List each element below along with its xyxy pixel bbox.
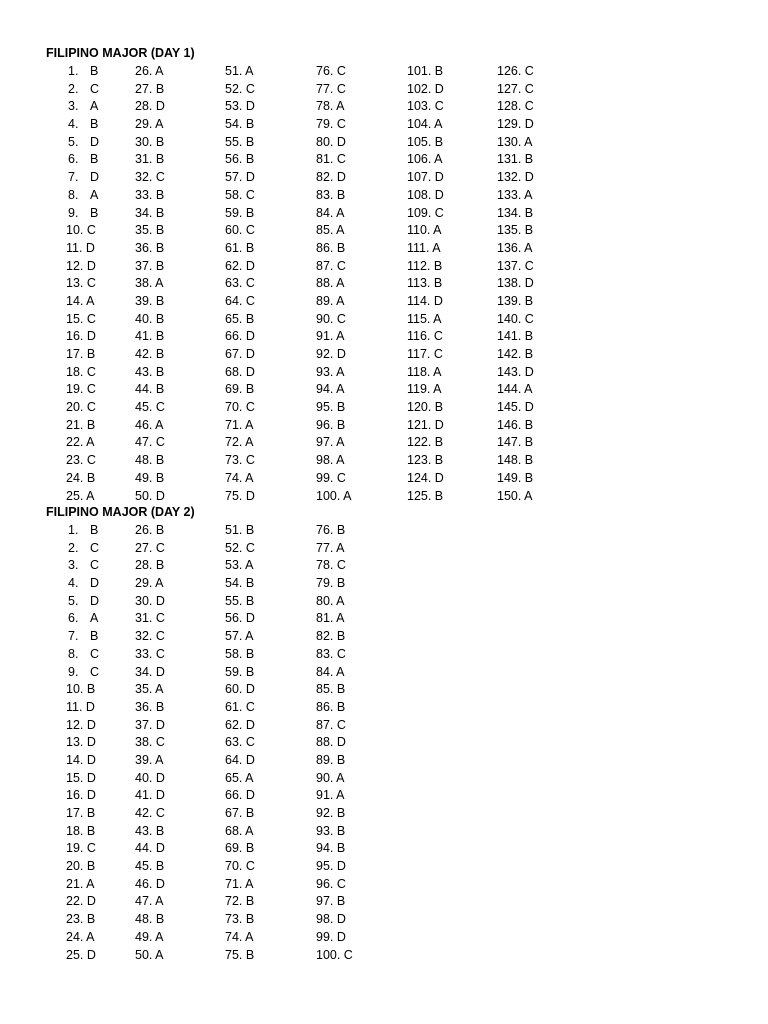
answer-item: 21. A	[66, 876, 95, 891]
answer-item: 22. D	[66, 894, 96, 909]
answer-item: 6. B	[68, 152, 99, 167]
answer-item: 28. B	[135, 558, 165, 573]
answer-item: 13. D	[66, 735, 96, 750]
answer-item: 80. D	[316, 134, 346, 149]
answer-item: 64. D	[225, 752, 255, 767]
answer-item: 40. D	[135, 770, 165, 785]
answer-item: 32. C	[135, 170, 165, 185]
answer-item: 115. A	[407, 311, 442, 326]
answer-item: 93. A	[316, 364, 345, 379]
answer-item: 52. C	[225, 81, 255, 96]
answer-item: 26. B	[135, 523, 165, 537]
answer-item: 96. B	[316, 417, 346, 432]
answer-item: 142. B	[497, 347, 534, 361]
answer-item: 122. B	[407, 435, 444, 450]
answer-item: 20. C	[66, 400, 96, 415]
answer-item: 49. A	[135, 929, 164, 944]
answer-item: 85. B	[316, 682, 346, 697]
answer-item: 131. B	[497, 152, 534, 167]
answer-item: 29. A	[135, 117, 164, 132]
answer-item: 94. B	[316, 841, 346, 856]
answer-item: 13. C	[66, 276, 96, 291]
answer-item: 35. A	[135, 682, 164, 697]
answer-item: 66. D	[225, 788, 255, 803]
answer-item: 95. D	[316, 859, 346, 874]
answer-item: 141. B	[497, 329, 534, 344]
answer-item: 31. C	[135, 611, 165, 626]
answer-item: 65. A	[225, 770, 254, 785]
answer-item: 17. B	[66, 347, 96, 361]
answer-item: 63. C	[225, 735, 255, 750]
answer-item: 104. A	[407, 117, 443, 132]
answer-item: 106. A	[407, 152, 443, 167]
answer-item: 119. A	[407, 382, 442, 397]
answer-item: 72. A	[225, 435, 254, 450]
answer-item: 42. B	[135, 347, 165, 361]
answer-item: 42. C	[135, 806, 165, 820]
answer-item: 79. B	[316, 576, 346, 591]
answer-item: 135. B	[497, 223, 534, 238]
answer-item: 61. B	[225, 240, 255, 255]
answer-item: 69. B	[225, 841, 255, 856]
answer-item: 34. D	[135, 664, 165, 679]
answer-item: 99. D	[316, 929, 346, 944]
answer-item: 60. D	[225, 682, 255, 697]
answer-item: 136. A	[497, 240, 533, 255]
answer-item: 45. B	[135, 859, 165, 874]
answer-item: 37. B	[135, 258, 165, 273]
answer-item: 87. C	[316, 717, 346, 732]
answer-item: 16. D	[66, 329, 96, 344]
answer-item: 27. C	[135, 540, 165, 555]
answer-item: 71. A	[225, 876, 254, 891]
answer-item: 65. B	[225, 311, 255, 326]
answer-item: 50. D	[135, 488, 165, 503]
answer-item: 130. A	[497, 134, 533, 149]
answer-column	[135, 63, 165, 505]
answer-item: 53. A	[225, 558, 254, 573]
answer-item: 1. B	[68, 523, 99, 537]
answer-item: 81. A	[316, 611, 345, 626]
answer-item: 58. B	[225, 646, 255, 661]
answer-item: 26. A	[135, 64, 164, 78]
answer-column	[225, 522, 255, 964]
answer-item: 116. C	[407, 329, 443, 344]
answer-item: 18. C	[66, 364, 96, 379]
answer-item: 1. B	[68, 64, 99, 78]
answer-item: 12. D	[66, 258, 96, 273]
answer-item: 19. C	[66, 841, 96, 856]
answer-item: 22. A	[66, 435, 95, 450]
answer-item: 88. D	[316, 735, 346, 750]
answer-item: 91. A	[316, 329, 345, 344]
answer-column	[66, 522, 100, 964]
answer-item: 64. C	[225, 293, 255, 308]
answer-item: 49. B	[135, 470, 165, 485]
answer-item: 93. B	[316, 823, 346, 838]
answer-item: 24. B	[66, 470, 96, 485]
answer-item: 6. A	[68, 611, 99, 626]
answer-item: 28. D	[135, 99, 165, 114]
answer-item: 47. A	[135, 894, 164, 909]
answer-item: 59. B	[225, 205, 255, 220]
answer-item: 95. B	[316, 400, 346, 415]
answer-item: 19. C	[66, 382, 96, 397]
answer-item: 10. B	[66, 682, 96, 697]
answer-item: 146. B	[497, 417, 534, 432]
answer-item: 94. A	[316, 382, 345, 397]
answer-item: 43. B	[135, 823, 165, 838]
answer-item: 74. A	[225, 929, 254, 944]
answer-item: 90. A	[316, 770, 345, 785]
answer-item: 101. B	[407, 64, 444, 78]
answer-item: 3. C	[68, 558, 100, 573]
answer-item: 84. A	[316, 664, 345, 679]
answer-item: 27. B	[135, 81, 165, 96]
answer-item: 145. D	[497, 400, 534, 415]
answer-item: 47. C	[135, 435, 165, 450]
answer-item: 29. A	[135, 576, 164, 591]
answer-item: 98. A	[316, 453, 345, 468]
answer-item: 55. B	[225, 134, 255, 149]
answer-item: 23. C	[66, 453, 96, 468]
answer-item: 133. A	[497, 187, 533, 202]
answer-item: 125. B	[407, 488, 444, 503]
answer-item: 34. B	[135, 205, 165, 220]
answer-item: 39. B	[135, 293, 165, 308]
answer-item: 148. B	[497, 453, 534, 468]
answer-item: 51. B	[225, 523, 255, 537]
answer-item: 70. C	[225, 859, 255, 874]
answer-item: 25. A	[66, 488, 95, 503]
answer-item: 78. A	[316, 99, 345, 114]
answer-item: 3. A	[68, 99, 99, 114]
answer-item: 68. D	[225, 364, 255, 379]
answer-item: 30. B	[135, 134, 165, 149]
answer-item: 126. C	[497, 64, 534, 78]
answer-item: 20. B	[66, 859, 96, 874]
answer-item: 99. C	[316, 470, 346, 485]
answer-item: 90. C	[316, 311, 346, 326]
answer-item: 10. C	[66, 223, 96, 238]
answer-item: 16. D	[66, 788, 96, 803]
answer-item: 48. B	[135, 912, 165, 927]
answer-item: 120. B	[407, 400, 444, 415]
answer-item: 57. D	[225, 170, 255, 185]
answer-item: 53. D	[225, 99, 255, 114]
answer-item: 44. D	[135, 841, 165, 856]
answer-item: 63. C	[225, 276, 255, 291]
answer-item: 103. C	[407, 99, 444, 114]
answer-item: 40. B	[135, 311, 165, 326]
answer-item: 46. A	[135, 417, 164, 432]
answer-item: 73. B	[225, 912, 255, 927]
answer-item: 112. B	[407, 258, 443, 273]
answer-item: 121. D	[407, 417, 444, 432]
answer-item: 110. A	[407, 223, 442, 238]
answer-item: 105. B	[407, 134, 444, 149]
answer-item: 41. D	[135, 788, 165, 803]
answer-item: 2. C	[68, 540, 100, 555]
answer-item: 113. B	[407, 276, 443, 291]
answer-item: 81. C	[316, 152, 346, 167]
answer-item: 72. B	[225, 894, 255, 909]
answer-item: 132. D	[497, 170, 534, 185]
answer-item: 33. B	[135, 187, 165, 202]
answer-item: 67. B	[225, 806, 255, 820]
answer-item: 61. C	[225, 699, 255, 714]
answer-item: 134. B	[497, 205, 534, 220]
answer-item: 75. D	[225, 488, 255, 503]
answer-column	[225, 63, 255, 505]
answer-item: 76. C	[316, 64, 346, 78]
answer-column	[135, 522, 165, 964]
answer-item: 59. B	[225, 664, 255, 679]
answer-item: 7. D	[68, 170, 100, 185]
answer-item: 24. A	[66, 929, 95, 944]
answer-item: 33. C	[135, 646, 165, 661]
answer-item: 87. C	[316, 258, 346, 273]
answer-item: 66. D	[225, 329, 255, 344]
answer-item: 123. B	[407, 453, 444, 468]
answer-item: 137. C	[497, 258, 534, 273]
answer-item: 69. B	[225, 382, 255, 397]
answer-item: 30. D	[135, 593, 165, 608]
answer-item: 15. C	[66, 311, 96, 326]
answer-column	[316, 522, 353, 964]
answer-item: 111. A	[407, 240, 441, 255]
answer-item: 79. C	[316, 117, 346, 132]
answer-item: 36. B	[135, 699, 165, 714]
answer-item: 89. A	[316, 293, 345, 308]
answer-item: 44. B	[135, 382, 165, 397]
answer-item: 37. D	[135, 717, 165, 732]
answer-item: 4. B	[68, 117, 99, 132]
answer-item: 73. C	[225, 453, 255, 468]
answer-item: 70. C	[225, 400, 255, 415]
answer-item: 25. D	[66, 947, 96, 962]
answer-item: 15. D	[66, 770, 96, 785]
answer-item: 71. A	[225, 417, 254, 432]
answer-item: 39. A	[135, 752, 164, 767]
answer-item: 139. B	[497, 293, 534, 308]
answer-item: 38. A	[135, 276, 164, 291]
answer-item: 100. C	[316, 947, 353, 962]
answer-item: 108. D	[407, 187, 444, 202]
answer-item: 114. D	[407, 293, 443, 308]
answer-item: 80. A	[316, 593, 345, 608]
answer-item: 14. D	[66, 752, 96, 767]
answer-item: 58. C	[225, 187, 255, 202]
answer-item: 32. C	[135, 629, 165, 644]
answer-item: 92. D	[316, 347, 346, 361]
answer-item: 35. B	[135, 223, 165, 238]
answer-item: 76. B	[316, 523, 346, 537]
answer-item: 88. A	[316, 276, 345, 291]
answer-item: 62. D	[225, 258, 255, 273]
answer-item: 84. A	[316, 205, 345, 220]
answer-item: 91. A	[316, 788, 345, 803]
answer-item: 100. A	[316, 488, 352, 503]
answer-item: 8. A	[68, 187, 99, 202]
answer-item: 36. B	[135, 240, 165, 255]
answer-item: 124. D	[407, 470, 444, 485]
answer-item: 38. C	[135, 735, 165, 750]
answer-item: 129. D	[497, 117, 534, 132]
section-title: FILIPINO MAJOR (DAY 1)	[46, 46, 195, 60]
answer-item: 75. B	[225, 947, 255, 962]
answer-item: 51. A	[225, 64, 254, 78]
answer-item: 78. C	[316, 558, 346, 573]
answer-item: 144. A	[497, 382, 533, 397]
answer-item: 8. C	[68, 646, 100, 661]
answer-item: 55. B	[225, 593, 255, 608]
answer-item: 46. D	[135, 876, 165, 891]
answer-item: 12. D	[66, 717, 96, 732]
answer-item: 41. B	[135, 329, 165, 344]
answer-item: 11. D	[66, 240, 95, 255]
answer-item: 9. B	[68, 205, 99, 220]
answer-item: 57. A	[225, 629, 254, 644]
answer-item: 14. A	[66, 293, 95, 308]
answer-item: 138. D	[497, 276, 534, 291]
answer-item: 118. A	[407, 364, 442, 379]
answer-item: 11. D	[66, 699, 95, 714]
answer-item: 147. B	[497, 435, 534, 450]
section-title: FILIPINO MAJOR (DAY 2)	[46, 505, 195, 519]
answer-item: 86. B	[316, 699, 346, 714]
answer-item: 62. D	[225, 717, 255, 732]
answer-item: 68. A	[225, 823, 254, 838]
answer-item: 107. D	[407, 170, 444, 185]
answer-item: 150. A	[497, 488, 533, 503]
answer-item: 23. B	[66, 912, 96, 927]
answer-item: 109. C	[407, 205, 444, 220]
answer-item: 54. B	[225, 117, 255, 132]
answer-item: 143. D	[497, 364, 534, 379]
answer-item: 83. C	[316, 646, 346, 661]
answer-item: 98. D	[316, 912, 346, 927]
answer-column	[316, 63, 351, 505]
answer-item: 96. C	[316, 876, 346, 891]
answer-item: 83. B	[316, 187, 346, 202]
answer-item: 82. D	[316, 170, 346, 185]
answer-item: 17. B	[66, 806, 96, 820]
answer-item: 77. A	[316, 540, 345, 555]
answer-item: 77. C	[316, 81, 346, 96]
answer-item: 149. B	[497, 470, 534, 485]
answer-item: 128. C	[497, 99, 534, 114]
answer-item: 85. A	[316, 223, 345, 238]
answer-item: 5. D	[68, 134, 100, 149]
answer-item: 117. C	[407, 347, 443, 361]
answer-column	[66, 63, 100, 505]
answer-item: 31. B	[135, 152, 165, 167]
answer-item: 97. A	[316, 435, 345, 450]
answer-item: 140. C	[497, 311, 534, 326]
answer-item: 102. D	[407, 81, 444, 96]
answer-item: 50. A	[135, 947, 164, 962]
answer-item: 5. D	[68, 593, 100, 608]
answer-item: 2. C	[68, 81, 100, 96]
answer-item: 18. B	[66, 823, 96, 838]
answer-item: 4. D	[68, 576, 100, 591]
answer-item: 92. B	[316, 806, 346, 820]
answer-item: 43. B	[135, 364, 165, 379]
answer-item: 74. A	[225, 470, 254, 485]
answer-item: 67. D	[225, 347, 255, 361]
answer-item: 86. B	[316, 240, 346, 255]
answer-item: 56. B	[225, 152, 255, 167]
answer-item: 60. C	[225, 223, 255, 238]
answer-item: 9. C	[68, 664, 100, 679]
answer-item: 54. B	[225, 576, 255, 591]
answer-item: 48. B	[135, 453, 165, 468]
answer-item: 45. C	[135, 400, 165, 415]
answer-item: 97. B	[316, 894, 346, 909]
answer-column	[407, 63, 444, 505]
answer-item: 82. B	[316, 629, 346, 644]
answer-item: 56. D	[225, 611, 255, 626]
answer-item: 7. B	[68, 629, 99, 644]
answer-item: 127. C	[497, 81, 534, 96]
answer-item: 52. C	[225, 540, 255, 555]
answer-column	[497, 63, 534, 505]
answer-item: 89. B	[316, 752, 346, 767]
answer-item: 21. B	[66, 417, 96, 432]
